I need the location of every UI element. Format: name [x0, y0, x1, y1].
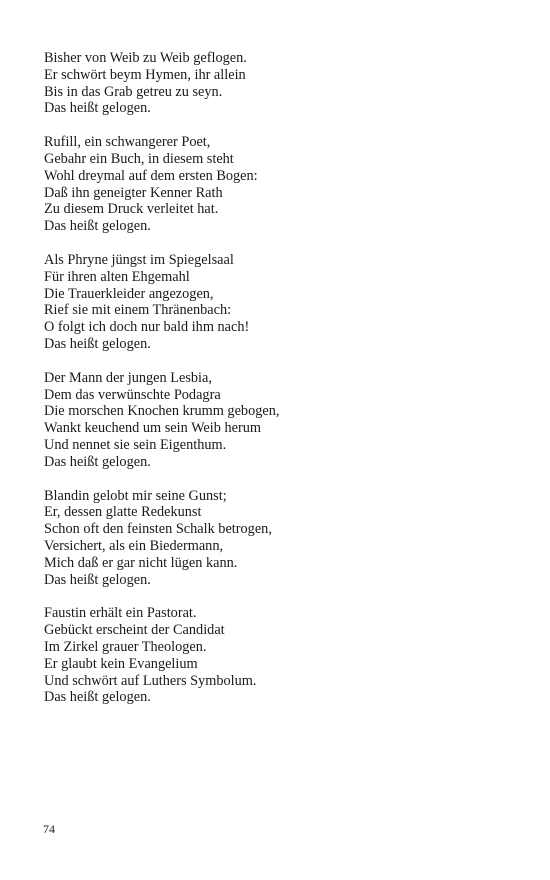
page-number: 74	[43, 822, 55, 836]
stanza-4	[44, 370, 514, 471]
stanza-6	[44, 605, 514, 706]
poem-line: Als Phryne jüngst im Spiegelsaal	[44, 251, 234, 268]
poem-line: Die Trauerkleider angezogen,	[44, 285, 214, 302]
poem-line: Und schwört auf Luthers Symbolum.	[44, 672, 257, 689]
stanza-3	[44, 252, 514, 353]
refrain-line: Das heißt gelogen.	[44, 100, 151, 117]
poem-line: Blandin gelobt mir seine Gunst;	[44, 487, 227, 504]
poem-line: Versichert, als ein Biedermann,	[44, 537, 224, 554]
refrain-line: Das heißt gelogen.	[44, 218, 151, 235]
refrain-line: Das heißt gelogen.	[44, 335, 151, 352]
poem-line: Wankt keuchend um sein Weib herum	[44, 420, 261, 437]
poem-line: Mich daß er gar nicht lügen kann.	[44, 554, 238, 571]
poem-line: Bisher von Weib zu Weib geflogen.	[44, 50, 247, 66]
poem-line: Daß ihn geneigter Kenner Rath	[44, 184, 223, 201]
refrain-line: Das heißt gelogen.	[44, 571, 151, 588]
poem-line: Für ihren alten Ehgemahl	[44, 268, 190, 285]
poem-line: Der Mann der jungen Lesbia,	[44, 369, 212, 386]
poem-line: Er, dessen glatte Redekunst	[44, 504, 202, 521]
poem-line: Rufill, ein schwangerer Poet,	[44, 134, 211, 151]
poem-line: Dem das verwünschte Podagra	[44, 386, 221, 403]
stanza-2	[44, 134, 514, 235]
poem-line: Gebahr ein Buch, in diesem steht	[44, 150, 234, 167]
poem-line: Im Zirkel grauer Theologen.	[44, 638, 207, 655]
poem-line: Er schwört beym Hymen, ihr allein	[44, 66, 246, 83]
poem-line: Faustin erhält ein Pastorat.	[44, 605, 197, 622]
stanza-5	[44, 488, 514, 589]
poem-line: Und nennet sie sein Eigenthum.	[44, 436, 227, 453]
poem-line: Gebückt erscheint der Candidat	[44, 622, 225, 639]
refrain-line: Das heißt gelogen.	[44, 689, 151, 706]
poem-line: Die morschen Knochen krumm gebogen,	[44, 403, 280, 420]
poem-line: Bis in das Grab getreu zu seyn.	[44, 83, 223, 100]
poem-line: Er glaubt kein Evangelium	[44, 655, 198, 672]
poem-body	[44, 50, 514, 723]
poem-line: Zu diesem Druck verleitet hat.	[44, 201, 219, 218]
poem-line: Rief sie mit einem Thränenbach:	[44, 302, 232, 319]
refrain-line: Das heißt gelogen.	[44, 453, 151, 470]
poem-line: Wohl dreymal auf dem ersten Bogen:	[44, 167, 258, 184]
poem-line: Schon oft den feinsten Schalk betrogen,	[44, 521, 272, 538]
stanza-1	[44, 50, 514, 117]
poem-line: O folgt ich doch nur bald ihm nach!	[44, 319, 250, 336]
